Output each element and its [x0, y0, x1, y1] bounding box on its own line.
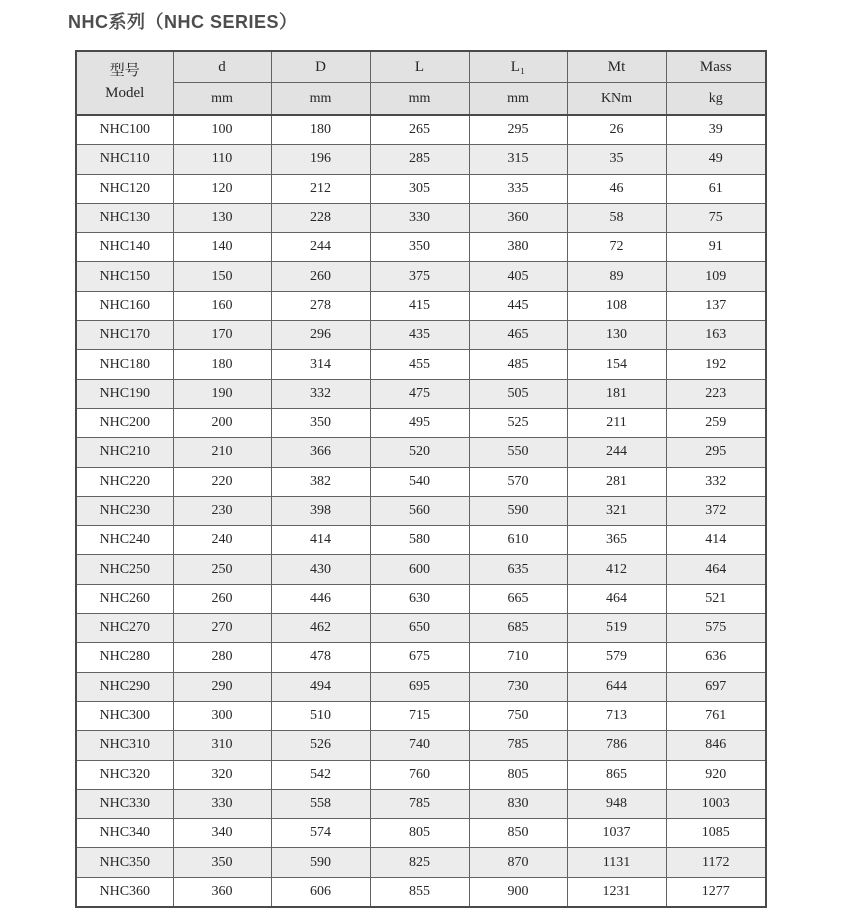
value-cell: 636	[666, 643, 766, 672]
value-cell: 285	[370, 145, 469, 174]
model-cell: NHC330	[76, 789, 173, 818]
column-symbol-header: L₁	[469, 51, 567, 83]
value-cell: 550	[469, 438, 567, 467]
value-cell: 315	[469, 145, 567, 174]
model-cell: NHC310	[76, 731, 173, 760]
value-cell: 260	[173, 584, 271, 613]
value-cell: 332	[271, 379, 370, 408]
value-cell: 697	[666, 672, 766, 701]
table-row	[76, 379, 766, 408]
value-cell: 1037	[567, 819, 666, 848]
value-cell: 414	[271, 526, 370, 555]
value-cell: 590	[469, 496, 567, 525]
value-cell: 240	[173, 526, 271, 555]
model-cell: NHC100	[76, 115, 173, 145]
value-cell: 163	[666, 321, 766, 350]
value-cell: 332	[666, 467, 766, 496]
value-cell: 730	[469, 672, 567, 701]
value-cell: 49	[666, 145, 766, 174]
table-row	[76, 789, 766, 818]
value-cell: 35	[567, 145, 666, 174]
value-cell: 58	[567, 203, 666, 232]
table-row	[76, 321, 766, 350]
value-cell: 710	[469, 643, 567, 672]
value-cell: 109	[666, 262, 766, 291]
table-header	[76, 51, 766, 115]
value-cell: 575	[666, 614, 766, 643]
value-cell: 305	[370, 174, 469, 203]
table-row	[76, 672, 766, 701]
value-cell: 455	[370, 350, 469, 379]
model-cell: NHC340	[76, 819, 173, 848]
value-cell: 521	[666, 584, 766, 613]
value-cell: 446	[271, 584, 370, 613]
value-cell: 435	[370, 321, 469, 350]
value-cell: 713	[567, 701, 666, 730]
value-cell: 380	[469, 233, 567, 262]
value-cell: 350	[271, 408, 370, 437]
model-cell: NHC190	[76, 379, 173, 408]
value-cell: 250	[173, 555, 271, 584]
model-cell: NHC180	[76, 350, 173, 379]
value-cell: 46	[567, 174, 666, 203]
value-cell: 785	[469, 731, 567, 760]
value-cell: 570	[469, 467, 567, 496]
value-cell: 100	[173, 115, 271, 145]
value-cell: 445	[469, 291, 567, 320]
model-cell: NHC270	[76, 614, 173, 643]
value-cell: 314	[271, 350, 370, 379]
value-cell: 542	[271, 760, 370, 789]
value-cell: 382	[271, 467, 370, 496]
table-row	[76, 350, 766, 379]
value-cell: 610	[469, 526, 567, 555]
column-unit-header: mm	[469, 83, 567, 116]
value-cell: 870	[469, 848, 567, 877]
value-cell: 715	[370, 701, 469, 730]
value-cell: 600	[370, 555, 469, 584]
value-cell: 366	[271, 438, 370, 467]
column-symbol-header: L	[370, 51, 469, 83]
value-cell: 695	[370, 672, 469, 701]
value-cell: 590	[271, 848, 370, 877]
value-cell: 630	[370, 584, 469, 613]
value-cell: 120	[173, 174, 271, 203]
value-cell: 295	[666, 438, 766, 467]
value-cell: 360	[469, 203, 567, 232]
value-cell: 154	[567, 350, 666, 379]
model-cell: NHC260	[76, 584, 173, 613]
column-symbol-header: D	[271, 51, 370, 83]
model-cell: NHC220	[76, 467, 173, 496]
value-cell: 26	[567, 115, 666, 145]
column-unit-header: mm	[173, 83, 271, 116]
table-row	[76, 174, 766, 203]
value-cell: 196	[271, 145, 370, 174]
value-cell: 464	[567, 584, 666, 613]
model-cell: NHC170	[76, 321, 173, 350]
table-row	[76, 291, 766, 320]
table-row	[76, 555, 766, 584]
model-cell: NHC230	[76, 496, 173, 525]
value-cell: 785	[370, 789, 469, 818]
value-cell: 375	[370, 262, 469, 291]
model-cell: NHC200	[76, 408, 173, 437]
value-cell: 260	[271, 262, 370, 291]
model-cell: NHC240	[76, 526, 173, 555]
value-cell: 321	[567, 496, 666, 525]
value-cell: 335	[469, 174, 567, 203]
table-row	[76, 701, 766, 730]
value-cell: 89	[567, 262, 666, 291]
table-body	[76, 115, 766, 907]
column-unit-header: kg	[666, 83, 766, 116]
value-cell: 495	[370, 408, 469, 437]
value-cell: 72	[567, 233, 666, 262]
value-cell: 140	[173, 233, 271, 262]
table-row	[76, 877, 766, 907]
value-cell: 310	[173, 731, 271, 760]
page-title: NHC系列（NHC SERIES）	[68, 12, 298, 32]
value-cell: 846	[666, 731, 766, 760]
value-cell: 574	[271, 819, 370, 848]
value-cell: 244	[271, 233, 370, 262]
value-cell: 365	[567, 526, 666, 555]
model-cell: NHC150	[76, 262, 173, 291]
column-symbol-header: d	[173, 51, 271, 83]
value-cell: 475	[370, 379, 469, 408]
value-cell: 211	[567, 408, 666, 437]
value-cell: 855	[370, 877, 469, 907]
value-cell: 110	[173, 145, 271, 174]
value-cell: 830	[469, 789, 567, 818]
value-cell: 223	[666, 379, 766, 408]
value-cell: 130	[567, 321, 666, 350]
header-symbol-row	[76, 51, 766, 83]
model-cell: NHC360	[76, 877, 173, 907]
model-header-en: Model	[105, 85, 145, 101]
value-cell: 415	[370, 291, 469, 320]
value-cell: 75	[666, 203, 766, 232]
value-cell: 398	[271, 496, 370, 525]
value-cell: 330	[370, 203, 469, 232]
value-cell: 150	[173, 262, 271, 291]
value-cell: 405	[469, 262, 567, 291]
value-cell: 505	[469, 379, 567, 408]
value-cell: 850	[469, 819, 567, 848]
value-cell: 464	[666, 555, 766, 584]
value-cell: 485	[469, 350, 567, 379]
value-cell: 920	[666, 760, 766, 789]
value-cell: 412	[567, 555, 666, 584]
value-cell: 750	[469, 701, 567, 730]
value-cell: 805	[469, 760, 567, 789]
value-cell: 465	[469, 321, 567, 350]
table-row	[76, 819, 766, 848]
value-cell: 1003	[666, 789, 766, 818]
table-row	[76, 584, 766, 613]
value-cell: 228	[271, 203, 370, 232]
value-cell: 108	[567, 291, 666, 320]
value-cell: 825	[370, 848, 469, 877]
value-cell: 39	[666, 115, 766, 145]
table-row	[76, 614, 766, 643]
column-symbol-header: Mt	[567, 51, 666, 83]
value-cell: 525	[469, 408, 567, 437]
value-cell: 372	[666, 496, 766, 525]
value-cell: 160	[173, 291, 271, 320]
value-cell: 760	[370, 760, 469, 789]
table-row	[76, 438, 766, 467]
column-unit-header: KNm	[567, 83, 666, 116]
value-cell: 192	[666, 350, 766, 379]
value-cell: 281	[567, 467, 666, 496]
value-cell: 350	[370, 233, 469, 262]
value-cell: 526	[271, 731, 370, 760]
header-unit-row	[76, 83, 766, 116]
value-cell: 761	[666, 701, 766, 730]
model-cell: NHC250	[76, 555, 173, 584]
value-cell: 560	[370, 496, 469, 525]
value-cell: 580	[370, 526, 469, 555]
model-cell: NHC290	[76, 672, 173, 701]
table-row	[76, 496, 766, 525]
value-cell: 259	[666, 408, 766, 437]
value-cell: 350	[173, 848, 271, 877]
value-cell: 265	[370, 115, 469, 145]
nhc-series-spec-table	[75, 50, 767, 908]
value-cell: 494	[271, 672, 370, 701]
value-cell: 330	[173, 789, 271, 818]
value-cell: 244	[567, 438, 666, 467]
value-cell: 170	[173, 321, 271, 350]
value-cell: 61	[666, 174, 766, 203]
value-cell: 181	[567, 379, 666, 408]
table-row	[76, 731, 766, 760]
value-cell: 190	[173, 379, 271, 408]
value-cell: 558	[271, 789, 370, 818]
value-cell: 520	[370, 438, 469, 467]
value-cell: 320	[173, 760, 271, 789]
value-cell: 430	[271, 555, 370, 584]
value-cell: 865	[567, 760, 666, 789]
model-cell: NHC350	[76, 848, 173, 877]
value-cell: 1085	[666, 819, 766, 848]
model-cell: NHC160	[76, 291, 173, 320]
table-row	[76, 848, 766, 877]
model-cell: NHC140	[76, 233, 173, 262]
value-cell: 210	[173, 438, 271, 467]
value-cell: 295	[469, 115, 567, 145]
value-cell: 1131	[567, 848, 666, 877]
model-column-header	[76, 51, 173, 115]
value-cell: 1231	[567, 877, 666, 907]
value-cell: 270	[173, 614, 271, 643]
value-cell: 462	[271, 614, 370, 643]
value-cell: 786	[567, 731, 666, 760]
value-cell: 278	[271, 291, 370, 320]
value-cell: 360	[173, 877, 271, 907]
value-cell: 635	[469, 555, 567, 584]
model-cell: NHC300	[76, 701, 173, 730]
value-cell: 212	[271, 174, 370, 203]
value-cell: 180	[271, 115, 370, 145]
table-row	[76, 115, 766, 145]
value-cell: 478	[271, 643, 370, 672]
table-row	[76, 203, 766, 232]
table-row	[76, 760, 766, 789]
value-cell: 1277	[666, 877, 766, 907]
value-cell: 650	[370, 614, 469, 643]
table-row	[76, 262, 766, 291]
value-cell: 606	[271, 877, 370, 907]
table-row	[76, 145, 766, 174]
table-row	[76, 526, 766, 555]
value-cell: 296	[271, 321, 370, 350]
value-cell: 300	[173, 701, 271, 730]
value-cell: 805	[370, 819, 469, 848]
model-cell: NHC110	[76, 145, 173, 174]
model-header-zh: 型号	[109, 63, 140, 80]
value-cell: 137	[666, 291, 766, 320]
value-cell: 280	[173, 643, 271, 672]
column-unit-header: mm	[271, 83, 370, 116]
value-cell: 540	[370, 467, 469, 496]
model-cell: NHC280	[76, 643, 173, 672]
value-cell: 685	[469, 614, 567, 643]
value-cell: 1172	[666, 848, 766, 877]
value-cell: 644	[567, 672, 666, 701]
model-cell: NHC130	[76, 203, 173, 232]
value-cell: 579	[567, 643, 666, 672]
table-row	[76, 643, 766, 672]
model-cell: NHC210	[76, 438, 173, 467]
value-cell: 290	[173, 672, 271, 701]
value-cell: 665	[469, 584, 567, 613]
value-cell: 340	[173, 819, 271, 848]
value-cell: 675	[370, 643, 469, 672]
column-unit-header: mm	[370, 83, 469, 116]
value-cell: 130	[173, 203, 271, 232]
table-row	[76, 408, 766, 437]
table-row	[76, 467, 766, 496]
model-cell: NHC320	[76, 760, 173, 789]
value-cell: 220	[173, 467, 271, 496]
value-cell: 414	[666, 526, 766, 555]
value-cell: 91	[666, 233, 766, 262]
value-cell: 740	[370, 731, 469, 760]
value-cell: 510	[271, 701, 370, 730]
model-cell: NHC120	[76, 174, 173, 203]
value-cell: 900	[469, 877, 567, 907]
value-cell: 519	[567, 614, 666, 643]
value-cell: 180	[173, 350, 271, 379]
table-row	[76, 233, 766, 262]
column-symbol-header: Mass	[666, 51, 766, 83]
value-cell: 200	[173, 408, 271, 437]
value-cell: 948	[567, 789, 666, 818]
value-cell: 230	[173, 496, 271, 525]
